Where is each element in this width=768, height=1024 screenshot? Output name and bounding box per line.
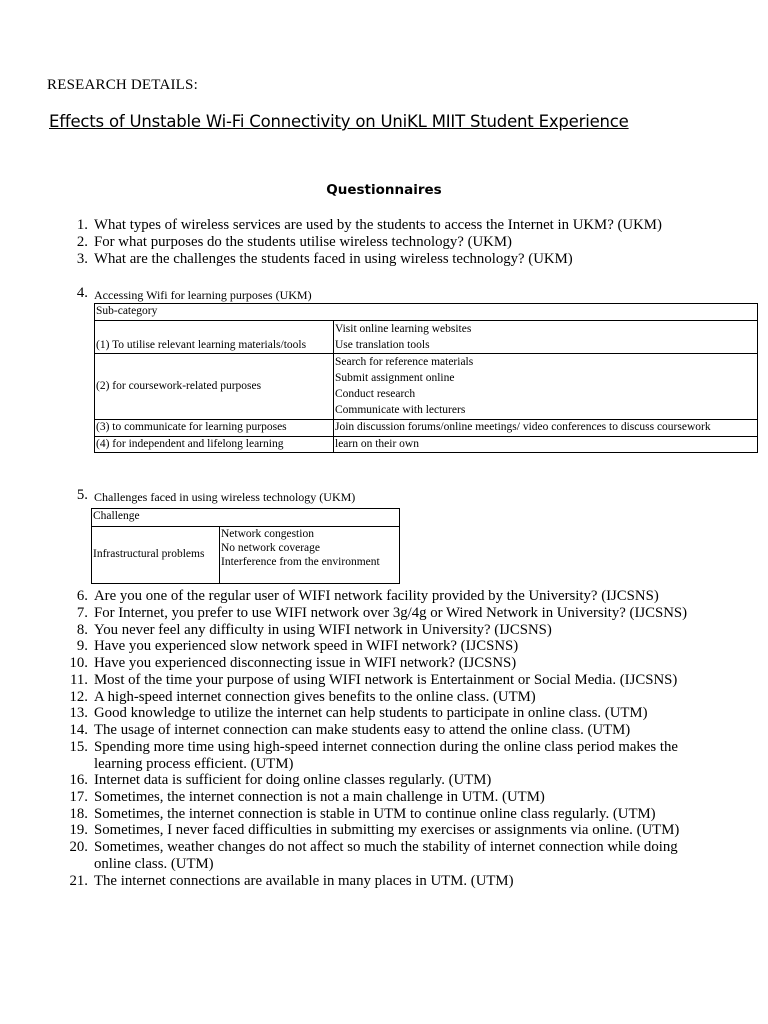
question-number: 13. bbox=[69, 705, 88, 721]
question-number: 12. bbox=[69, 689, 88, 705]
item-text: Interference from the environment bbox=[221, 556, 380, 568]
question-number: 18. bbox=[69, 806, 88, 822]
question-text: Have you experienced slow network speed in WIFI network? (IJCSNS) bbox=[94, 638, 519, 654]
item-text: Visit online learning websites bbox=[335, 323, 472, 335]
question-text: For Internet, you prefer to use WIFI network over 3g/4g or Wired Network in University? (IJCSNS) bbox=[94, 605, 688, 621]
question-text: You never feel any difficulty in using WIFI network in University? (IJCSNS) bbox=[94, 622, 552, 638]
question-number: 1. bbox=[76, 217, 88, 233]
item-text: Submit assignment online bbox=[335, 372, 455, 385]
table-header-cell: Sub-category bbox=[95, 304, 758, 321]
question-number: 21. bbox=[69, 873, 88, 889]
document-title: Effects of Unstable Wi-Fi Connectivity on UniKL MIIT Student Experience bbox=[49, 112, 629, 131]
question-text: Are you one of the regular user of WIFI network facility provided by the University? (IJCSNS) bbox=[94, 588, 659, 604]
table-header-cell: Challenge bbox=[92, 509, 400, 527]
table-caption: Challenges faced in using wireless technology (UKM) bbox=[94, 490, 356, 504]
subcategory-cell: (4) for independent and lifelong learning bbox=[95, 436, 334, 452]
items-cell: Join discussion forums/online meetings/ video conferences to discuss coursework bbox=[334, 420, 758, 436]
question-text: A high-speed internet connection gives benefits to the online class. (UTM) bbox=[94, 689, 536, 705]
item-text: Use translation tools bbox=[335, 339, 430, 352]
question-text: What types of wireless services are used by the students to access the Internet in UKM? (UKM) bbox=[94, 217, 662, 233]
question-text: Good knowledge to utilize the internet can help students to participate in online class. (UTM) bbox=[94, 705, 648, 721]
table-caption: Accessing Wifi for learning purposes (UKM) bbox=[94, 288, 312, 302]
question-number: 3. bbox=[76, 251, 88, 267]
item-text: Communicate with lecturers bbox=[335, 404, 466, 417]
items-cell: learn on their own bbox=[334, 436, 758, 452]
question-number: 8. bbox=[76, 622, 88, 638]
question-number: 10. bbox=[69, 655, 88, 671]
items-cell bbox=[220, 527, 400, 584]
items-cell bbox=[334, 354, 758, 420]
question-text: Sometimes, I never faced difficulties in submitting my exercises or assignments via online. (UTM) bbox=[94, 822, 680, 838]
question-text: Spending more time using high-speed internet connection during the online class period makes the learning process efficient. (UTM) bbox=[94, 739, 678, 772]
question-text: The usage of internet connection can make students easy to attend the online class. (UTM) bbox=[94, 722, 631, 738]
question-number: 6. bbox=[76, 588, 88, 604]
research-details-heading: RESEARCH DETAILS: bbox=[47, 77, 198, 93]
item-text: Conduct research bbox=[335, 388, 416, 401]
item-text: Network congestion bbox=[221, 528, 314, 540]
items-cell bbox=[334, 321, 758, 354]
question-number: 4. bbox=[76, 285, 88, 301]
item-text: No network coverage bbox=[221, 542, 320, 554]
challenges-table bbox=[91, 508, 400, 584]
question-text: Most of the time your purpose of using WIFI network is Entertainment or Social Media. (IJCSNS) bbox=[94, 672, 678, 688]
question-text: Sometimes, weather changes do not affect so much the stability of internet connection while doing online class. (UTM) bbox=[94, 839, 678, 872]
question-number: 7. bbox=[76, 605, 88, 621]
question-number: 5. bbox=[76, 487, 88, 503]
question-number: 17. bbox=[69, 789, 88, 805]
question-text: The internet connections are available in many places in UTM. (UTM) bbox=[94, 873, 514, 889]
question-text: What are the challenges the students faced in using wireless technology? (UKM) bbox=[94, 251, 573, 267]
question-number: 2. bbox=[76, 234, 88, 250]
question-text: Have you experienced disconnecting issue in WIFI network? (IJCSNS) bbox=[94, 655, 517, 671]
item-text: Search for reference materials bbox=[335, 356, 474, 369]
question-text: Sometimes, the internet connection is not a main challenge in UTM. (UTM) bbox=[94, 789, 545, 805]
question-text: Sometimes, the internet connection is stable in UTM to continue online class regularly. (UTM) bbox=[94, 806, 656, 822]
challenge-category-cell: Infrastructural problems bbox=[92, 527, 220, 584]
question-number: 11. bbox=[70, 672, 88, 688]
question-number: 20. bbox=[69, 839, 88, 855]
subcategory-cell: (3) to communicate for learning purposes bbox=[95, 420, 334, 436]
subcategory-cell: (1) To utilise relevant learning materials/tools bbox=[95, 321, 334, 354]
question-number: 16. bbox=[69, 772, 88, 788]
question-number: 15. bbox=[69, 739, 88, 755]
question-text: Internet data is sufficient for doing online classes regularly. (UTM) bbox=[94, 772, 492, 788]
questionnaires-heading: Questionnaires bbox=[326, 182, 442, 198]
question-text: For what purposes do the students utilise wireless technology? (UKM) bbox=[94, 234, 512, 250]
question-number: 14. bbox=[69, 722, 88, 738]
learning-purposes-table bbox=[94, 303, 758, 453]
question-number: 19. bbox=[69, 822, 88, 838]
subcategory-cell: (2) for coursework-related purposes bbox=[95, 354, 334, 420]
question-number: 9. bbox=[76, 638, 88, 654]
